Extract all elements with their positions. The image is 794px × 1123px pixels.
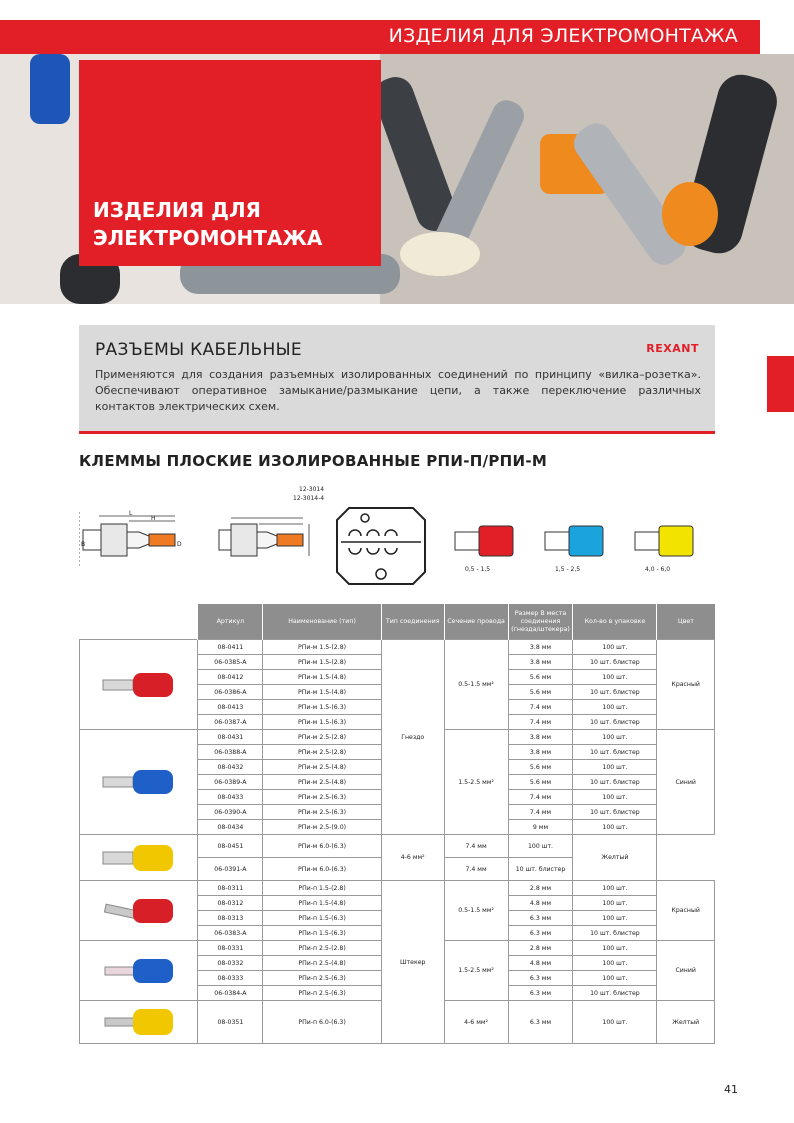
product-image-red-plug xyxy=(80,881,198,941)
table-cell-size: 7.4 мм xyxy=(444,835,508,858)
table-cell-name: РПи-м 1.5-(2.8) xyxy=(263,655,381,670)
table-header-image xyxy=(80,604,198,640)
table-header: Кол-во в упаковке xyxy=(573,604,657,640)
table-row xyxy=(80,640,715,655)
table-cell-size: 3.8 мм xyxy=(508,640,573,655)
dim-label-H: H xyxy=(151,515,156,522)
hero-title-box xyxy=(79,60,381,266)
table-cell-article: 06-0387-A xyxy=(198,715,263,730)
table-header: Наименование (тип) xyxy=(263,604,381,640)
table-cell-pack: 10 шт. блистер xyxy=(573,986,657,1001)
table-cell-article: 06-0389-A xyxy=(198,775,263,790)
product-image-blue-socket xyxy=(80,730,198,835)
header-banner xyxy=(0,20,760,54)
range-label-1: 0,5 - 1,5 xyxy=(465,566,491,573)
terminal-drawing-1 xyxy=(79,512,175,566)
table-cell-color: Синий xyxy=(657,941,715,1001)
table-cell-pack: 10 шт. блистер xyxy=(573,745,657,760)
table-cell-name: РПи-м 2.5-(6.3) xyxy=(263,805,381,820)
table-cell-article: 06-0386-A xyxy=(198,685,263,700)
table-cell-pack: 100 шт. xyxy=(573,881,657,896)
table-cell-article: 08-0351 xyxy=(198,1001,263,1044)
table-cell-article: 06-0383-A xyxy=(198,926,263,941)
table-cell-pack: 100 шт. xyxy=(573,640,657,655)
table-cell-name: РПи-м 2.5-(6.3) xyxy=(263,790,381,805)
table-cell-name: РПи-п 2.5-(4.8) xyxy=(263,956,381,971)
table-cell-pack: 100 шт. xyxy=(573,911,657,926)
table-cell-size: 5.6 мм xyxy=(508,775,573,790)
table-cell-section: 4-6 мм² xyxy=(444,1001,508,1044)
table-header-row xyxy=(80,604,715,640)
table-cell-section: 1.5-2.5 мм² xyxy=(444,730,508,835)
table-cell-article: 08-0432 xyxy=(198,760,263,775)
table-cell-size: 5.6 мм xyxy=(508,670,573,685)
table-cell-article: 06-0390-A xyxy=(198,805,263,820)
table-cell-size: 4.8 мм xyxy=(508,896,573,911)
table-cell-pack: 100 шт. xyxy=(573,1001,657,1044)
tool-code-1: 12-3014 xyxy=(299,486,325,493)
dim-label-B: B xyxy=(81,541,86,548)
table-cell-article: 08-0433 xyxy=(198,790,263,805)
technical-drawings xyxy=(79,486,715,586)
table-cell-name: РПи-п 1.5-(4.8) xyxy=(263,896,381,911)
table-cell-name: РПи-м 2.5-(4.8) xyxy=(263,775,381,790)
table-cell-pack: 10 шт. блистер xyxy=(573,655,657,670)
table-cell-name: РПи-м 6.0-(6.3) xyxy=(263,835,381,858)
table-cell-pack: 100 шт. xyxy=(573,670,657,685)
table-cell-article: 06-0384-A xyxy=(198,986,263,1001)
table-cell-size: 7.4 мм xyxy=(508,790,573,805)
diagrams-row xyxy=(79,486,715,586)
table-cell-section: 0.5-1.5 мм² xyxy=(444,881,508,941)
table-cell-name: РПи-м 2.5-(2.8) xyxy=(263,745,381,760)
table-cell-name: РПи-п 1.5-(2.8) xyxy=(263,881,381,896)
table-cell-article: 08-0411 xyxy=(198,640,263,655)
table-cell-pack: 10 шт. блистер xyxy=(573,775,657,790)
table-cell-section: 1.5-2.5 мм² xyxy=(444,941,508,1001)
table-cell-article: 08-0312 xyxy=(198,896,263,911)
table-cell-pack: 100 шт. xyxy=(573,700,657,715)
table-cell-pack: 100 шт. xyxy=(573,896,657,911)
table-header: Тип соединения xyxy=(381,604,444,640)
section-info-box xyxy=(79,325,715,434)
table-cell-section: 4-6 мм² xyxy=(381,835,444,881)
table-cell-article: 08-0313 xyxy=(198,911,263,926)
product-image-yellow-socket xyxy=(80,835,198,881)
table-cell-size: 6.3 мм xyxy=(508,971,573,986)
table-cell-size: 7.4 мм xyxy=(508,715,573,730)
table-cell-article: 08-0412 xyxy=(198,670,263,685)
table-cell-color: Синий xyxy=(657,730,715,835)
table-cell-color: Красный xyxy=(657,640,715,730)
table-cell-article: 08-0333 xyxy=(198,971,263,986)
table-cell-pack: 100 шт. xyxy=(573,956,657,971)
table-cell-size: 6.3 мм xyxy=(508,926,573,941)
table-cell-size: 9 мм xyxy=(508,820,573,835)
table-cell-name: РПи-п 2.5-(6.3) xyxy=(263,971,381,986)
table-cell-size: 2.8 мм xyxy=(508,941,573,956)
table-cell-pack: 100 шт. xyxy=(573,760,657,775)
table-cell-name: РПи-п 1.5-(6.3) xyxy=(263,911,381,926)
table-cell-color: Желтый xyxy=(657,1001,715,1044)
product-image-blue-plug xyxy=(80,941,198,1001)
table-cell-article: 06-0388-A xyxy=(198,745,263,760)
crimp-die-drawing xyxy=(337,508,425,584)
table-cell-size: 3.8 мм xyxy=(508,745,573,760)
table-cell-size: 3.8 мм xyxy=(508,730,573,745)
table-cell-article: 06-0385-A xyxy=(198,655,263,670)
side-tab-marker xyxy=(767,356,794,412)
table-cell-size: 4.8 мм xyxy=(508,956,573,971)
page-number: 41 xyxy=(724,1083,738,1096)
table-cell-article: 08-0413 xyxy=(198,700,263,715)
table-cell-type: Гнездо xyxy=(381,640,444,835)
tool-code-2: 12-3014-4 xyxy=(293,495,325,502)
terminal-blue xyxy=(545,526,603,556)
table-cell-name: РПи-м 1.5-(4.8) xyxy=(263,685,381,700)
table-cell-type: Штекер xyxy=(381,881,444,1044)
header-banner-text: ИЗДЕЛИЯ ДЛЯ ЭЛЕКТРОМОНТАЖА xyxy=(388,25,738,47)
table-cell-color: Красный xyxy=(657,881,715,941)
table-cell-name: РПи-м 1.5-(6.3) xyxy=(263,700,381,715)
table-cell-article: 08-0431 xyxy=(198,730,263,745)
range-label-3: 4,0 - 6,0 xyxy=(645,566,671,573)
table-cell-name: РПи-м 2.5-(2.8) xyxy=(263,730,381,745)
table-cell-article: 08-0311 xyxy=(198,881,263,896)
table-cell-pack: 100 шт. xyxy=(573,730,657,745)
dim-label-L: L xyxy=(129,510,133,517)
product-image-yellow-plug xyxy=(80,1001,198,1044)
terminal-yellow xyxy=(635,526,693,556)
table-cell-name: РПи-п 6.0-(6.3) xyxy=(263,1001,381,1044)
section-description: Применяются для создания разъемных изолированных соединений по принципу «вилка–розетка». Обеспечивают оперативное замыкание/размыкание цепи, а также переключение различных контактов электрических схем. xyxy=(95,368,701,413)
table-header: Размер B места соединения (гнезда/штекера) xyxy=(508,604,573,640)
table-row xyxy=(80,881,715,896)
product-title: КЛЕММЫ ПЛОСКИЕ ИЗОЛИРОВАННЫЕ РПИ-П/РПИ-М xyxy=(79,452,548,470)
hero-title: ИЗДЕЛИЯ ДЛЯ ЭЛЕКТРОМОНТАЖА xyxy=(93,198,323,250)
table-cell-name: РПи-м 6.0-(6.3) xyxy=(263,858,381,881)
table-cell-article: 06-0391-A xyxy=(198,858,263,881)
table-cell-article: 08-0332 xyxy=(198,956,263,971)
brand-logo: REXANT xyxy=(646,342,699,355)
table-cell-article: 08-0434 xyxy=(198,820,263,835)
table-cell-name: РПи-м 1.5-(2.8) xyxy=(263,640,381,655)
table-cell-pack: 100 шт. xyxy=(573,790,657,805)
table-cell-pack: 100 шт. xyxy=(573,941,657,956)
table-cell-size: 6.3 мм xyxy=(508,911,573,926)
table-cell-article: 08-0451 xyxy=(198,835,263,858)
table-cell-size: 2.8 мм xyxy=(508,881,573,896)
table-row xyxy=(80,835,715,858)
dim-label-D: D xyxy=(177,541,182,548)
table-cell-pack: 10 шт. блистер xyxy=(573,685,657,700)
table-cell-color: Желтый xyxy=(573,835,657,881)
table-cell-size: 6.3 мм xyxy=(508,986,573,1001)
table-cell-name: РПи-м 1.5-(4.8) xyxy=(263,670,381,685)
table-header: Цвет xyxy=(657,604,715,640)
table-cell-size: 5.6 мм xyxy=(508,760,573,775)
table-cell-size: 7.4 мм xyxy=(508,700,573,715)
table-cell-size: 3.8 мм xyxy=(508,655,573,670)
table-cell-size: 7.4 мм xyxy=(444,858,508,881)
terminal-red xyxy=(455,526,513,556)
table-cell-pack: 10 шт. блистер xyxy=(573,926,657,941)
spec-table xyxy=(79,604,715,1044)
table-cell-size: 6.3 мм xyxy=(508,1001,573,1044)
range-label-2: 1,5 - 2,5 xyxy=(555,566,581,573)
table-header: Сечение провода xyxy=(444,604,508,640)
table-cell-pack: 10 шт. блистер xyxy=(573,805,657,820)
table-cell-pack: 100 шт. xyxy=(573,971,657,986)
product-image-red-socket xyxy=(80,640,198,730)
table-header: Артикул xyxy=(198,604,263,640)
section-title: РАЗЪЕМЫ КАБЕЛЬНЫЕ xyxy=(95,340,302,360)
table-cell-pack: 10 шт. блистер xyxy=(573,715,657,730)
table-cell-name: РПи-п 1.5-(6.3) xyxy=(263,926,381,941)
table-cell-size: 5.6 мм xyxy=(508,685,573,700)
table-cell-name: РПи-м 1.5-(6.3) xyxy=(263,715,381,730)
table-cell-name: РПи-м 2.5-(9.0) xyxy=(263,820,381,835)
table-cell-size: 7.4 мм xyxy=(508,805,573,820)
table-cell-pack: 100 шт. xyxy=(508,835,573,858)
table-cell-name: РПи-п 2.5-(2.8) xyxy=(263,941,381,956)
table-cell-pack: 10 шт. блистер xyxy=(508,858,573,881)
table-cell-name: РПи-п 2.5-(6.3) xyxy=(263,986,381,1001)
terminal-drawing-2 xyxy=(219,518,309,556)
table-cell-article: 08-0331 xyxy=(198,941,263,956)
table-cell-pack: 100 шт. xyxy=(573,820,657,835)
table-cell-name: РПи-м 2.5-(4.8) xyxy=(263,760,381,775)
table-cell-section: 0.5-1.5 мм² xyxy=(444,640,508,730)
